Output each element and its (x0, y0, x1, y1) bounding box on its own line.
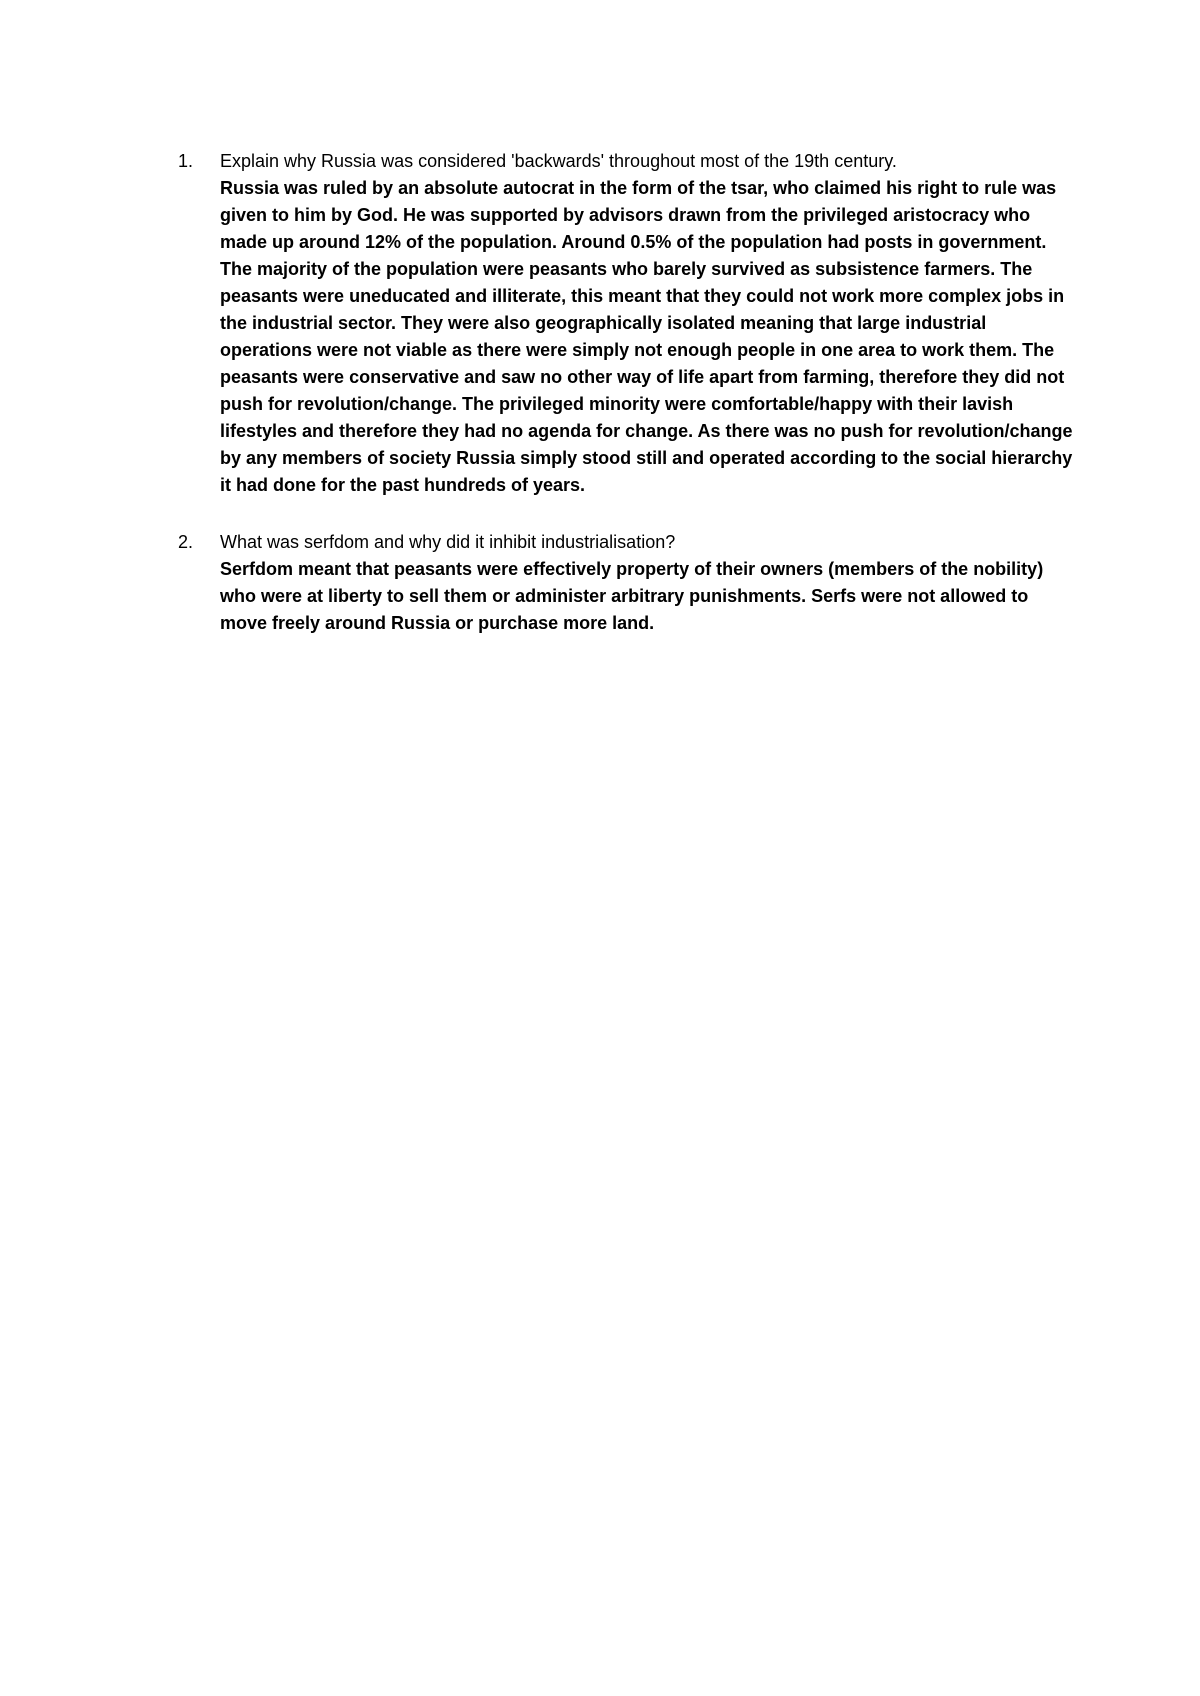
question-item-2 (178, 529, 1078, 637)
question-text: Explain why Russia was considered 'backwards' throughout most of the 19th century. (220, 151, 897, 171)
question-item-1 (178, 148, 1078, 499)
question-list (178, 148, 1078, 667)
question-number: 2. (178, 532, 194, 552)
question-number: 1. (178, 151, 194, 171)
answer-text: Serfdom meant that peasants were effectively property of their owners (members of the nobility) who were at liberty to sell them or administer arbitrary punishments. Serfs were not allowed to move freely around Russia or purchase more land. (220, 559, 1044, 633)
answer-text: Russia was ruled by an absolute autocrat in the form of the tsar, who claimed his right to rule was given to him by God. He was supported by advisors drawn from the privileged aristocracy who made up around 12% of the population. Around 0.5% of the population had posts in government. The majority of the population were peasants who barely survived as subsistence farmers. The peasants were uneducated and illiterate, this meant that they could not work more complex jobs in the industrial sector. They were also geographically isolated meaning that large industrial operations were not viable as there were simply not enough people in one area to work them. The peasants were conservative and saw no other way of life apart from farming, therefore they did not push for revolution/change. The privileged minority were comfortable/happy with their lavish lifestyles and therefore they had no agenda for change. As there was no push for revolution/change by any members of society Russia simply stood still and operated according to the social hierarchy it had done for the past hundreds of years. (220, 178, 1073, 495)
question-text: What was serfdom and why did it inhibit industrialisation? (220, 532, 676, 552)
